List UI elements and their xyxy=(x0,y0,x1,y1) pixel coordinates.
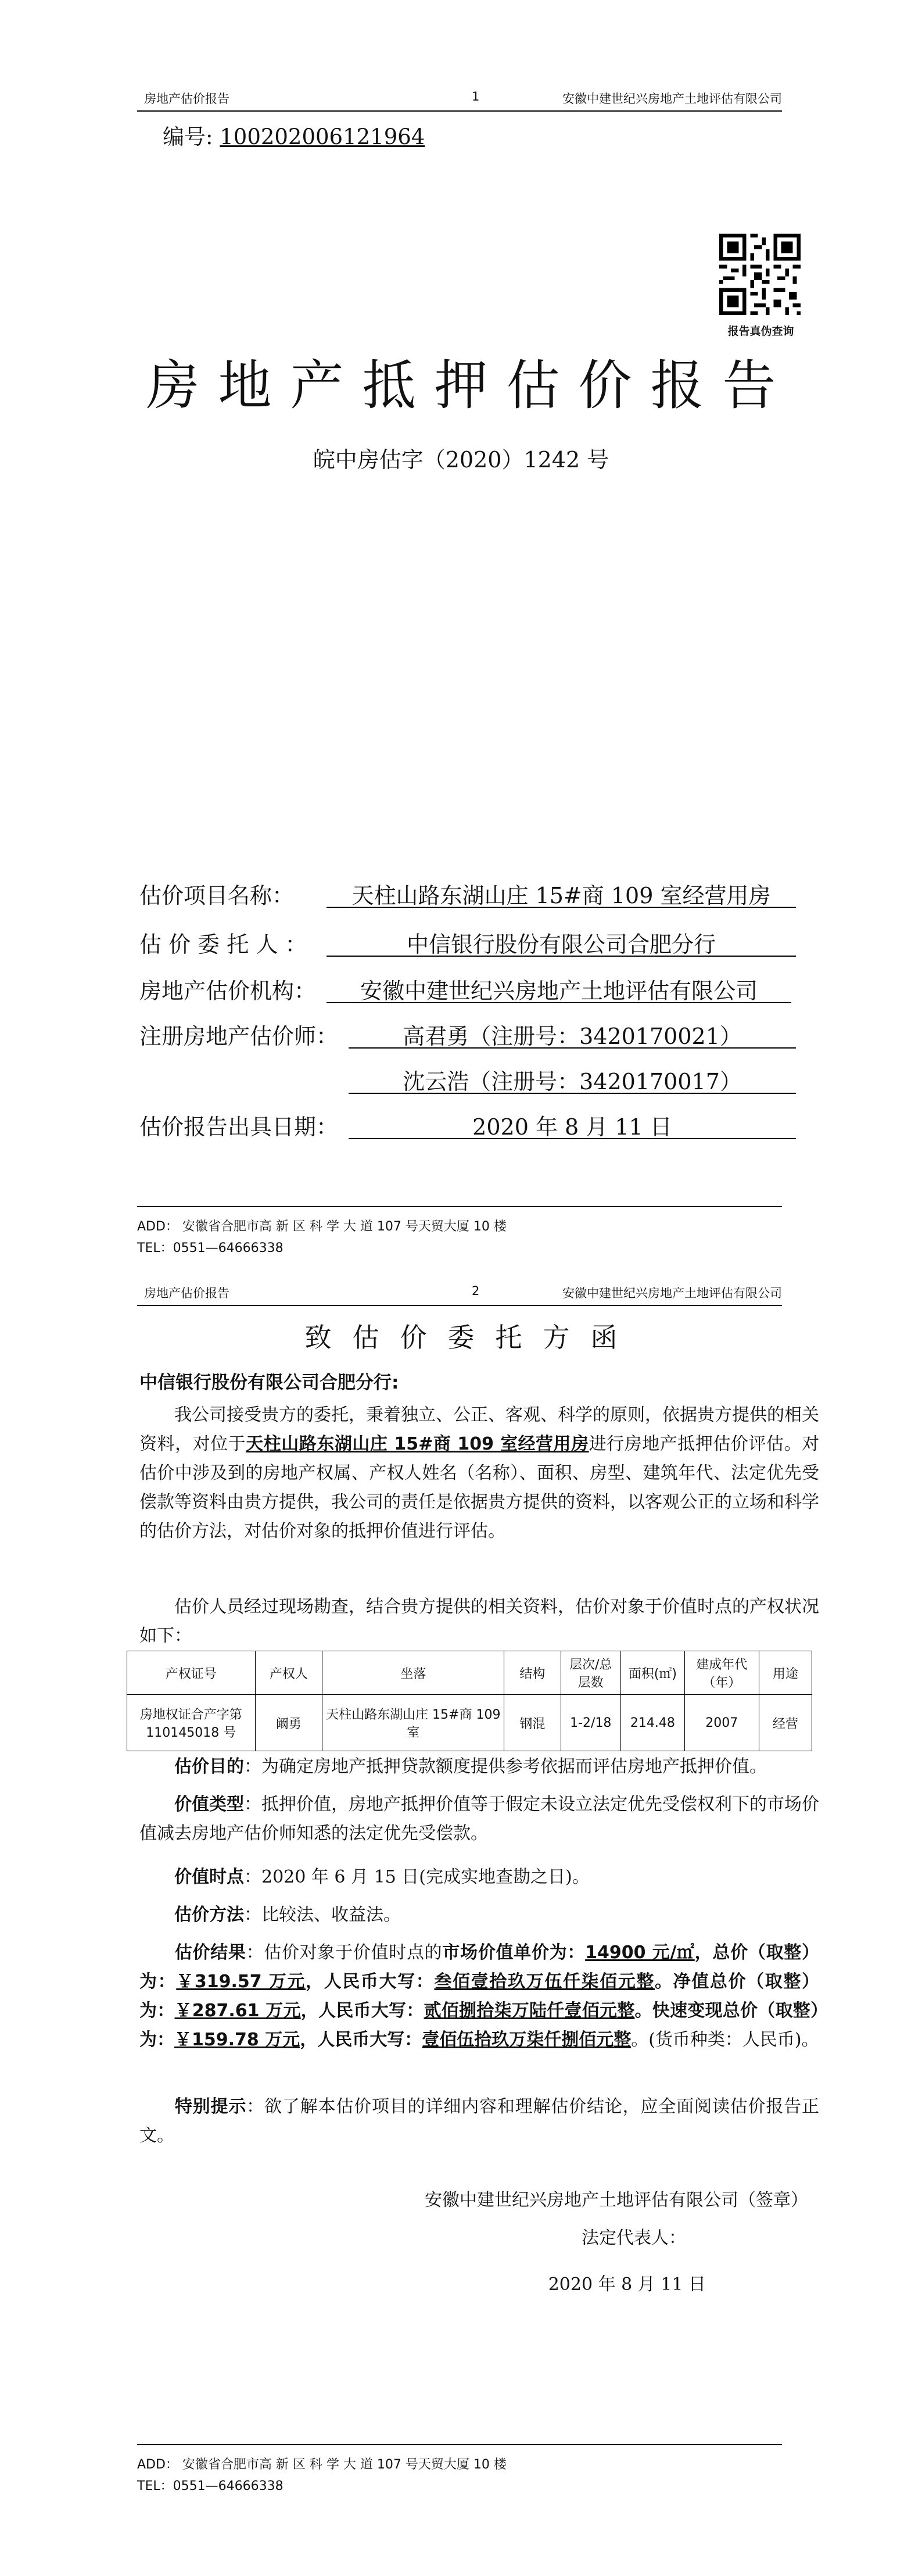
method-label: 估价方法 xyxy=(174,1905,244,1925)
survey-text: 估价人员经过现场勘查，结合贵方提供的相关资料，估价对象于价值时点的产权状况如下： xyxy=(139,1597,819,1646)
result-n: ，人民币大写： xyxy=(300,2030,422,2050)
field-appraiser-label: 注册房地产估价师： xyxy=(139,1024,339,1049)
result-b: 市场价值单价为： xyxy=(442,1942,586,1963)
intro-text-c: 进行房地产抵押估价评估。对估价中涉及到的房地产权属、产权人姓名（名称）、面积、房型、建筑年代、法定优先受偿款等资料由贵方提供，我公司的责任是依据贵方提供的资料，以客观公正的立场和科学的估价方法，对估价对象的抵押价值进行评估。 xyxy=(139,1434,820,1541)
result-total-words: 叁佰壹拾玖万伍仟柒佰元整 xyxy=(434,1972,655,1992)
result-label: 估价结果 xyxy=(174,1942,246,1963)
cell-use: 经营 xyxy=(759,1695,812,1751)
doc-no-label: 编号: xyxy=(163,124,213,149)
result-unit-price: 14900 元/㎡ xyxy=(585,1942,695,1963)
footer-divider xyxy=(137,2444,782,2445)
qr-code-icon[interactable] xyxy=(719,234,801,315)
paragraph-value-type xyxy=(139,1790,819,1848)
footer-tel: TEL：0551—64666338 xyxy=(137,1241,284,1255)
cell-location: 天柱山路东湖山庄 15#商 109 室 xyxy=(322,1695,504,1751)
paragraph-result xyxy=(139,1938,819,2055)
footer-divider xyxy=(137,1206,782,1207)
cell-structure: 钢混 xyxy=(504,1695,561,1751)
purpose-text: ：为确定房地产抵押贷款额度提供参考依据而评估房地产抵押价值。 xyxy=(244,1756,767,1777)
purpose-label: 估价目的 xyxy=(174,1756,244,1777)
paragraph-survey xyxy=(139,1593,819,1651)
letter-title: 致估价委托方函 xyxy=(304,1322,638,1353)
value-date-label: 价值时点 xyxy=(174,1867,244,1887)
col-use: 用途 xyxy=(759,1651,812,1695)
field-agency xyxy=(139,973,837,1008)
report-number: 皖中房估字（2020）1242 号 xyxy=(313,447,609,473)
result-quick: ￥159.78 万元 xyxy=(174,2030,300,2050)
value-type-text: ：抵押价值，房地产抵押价值等于假定未设立法定优先受偿权利下的市场价值减去房地产估价师知悉的法定优先受偿款。 xyxy=(139,1794,819,1844)
page-footer xyxy=(137,2444,799,2494)
value-date-text: ：2020 年 6 月 15 日(完成实地查勘之日)。 xyxy=(244,1867,590,1887)
field-appraiser-2: 沈云浩（注册号：3420170017） xyxy=(349,1064,796,1094)
cell-owner: 阚勇 xyxy=(255,1695,322,1751)
result-total: ￥319.57 万元 xyxy=(176,1972,306,1992)
paragraph-note xyxy=(139,2092,819,2151)
field-agency-label: 房地产估价机构： xyxy=(139,978,317,1004)
document-number xyxy=(163,119,425,151)
cell-cert: 房地权证合产字第 110145018 号 xyxy=(127,1695,256,1751)
header-left: 房地产估价报告 xyxy=(144,92,229,106)
footer-address: ADD： 安徽省合肥市高 新 区 科 学 大 道 107 号天贸大厦 10 楼 xyxy=(137,1219,507,1234)
field-project xyxy=(139,878,837,913)
paragraph-value-date xyxy=(139,1863,819,1892)
paragraph-intro xyxy=(139,1401,819,1546)
col-year: 建成年代（年） xyxy=(684,1651,759,1695)
table-row xyxy=(127,1695,812,1751)
header-page-number: 2 xyxy=(472,1284,480,1298)
result-f: ，人民币大写： xyxy=(306,1972,435,1992)
result-quick-words: 壹佰伍拾玖万柒仟捌佰元整 xyxy=(422,2030,632,2050)
note-text: ：欲了解本估价项目的详细内容和理解估价结论，应全面阅读估价报告正文。 xyxy=(139,2096,820,2146)
field-client-value: 中信银行股份有限公司合肥分行 xyxy=(327,926,796,957)
cover-page xyxy=(0,0,922,1282)
result-h: 。净值总价（取整）为： xyxy=(139,1972,820,2021)
doc-no-value: 100202006121964 xyxy=(220,124,425,149)
result-d: ，总价（取整）为： xyxy=(139,1942,820,1992)
table-header-row xyxy=(127,1651,812,1695)
col-cert: 产权证号 xyxy=(127,1651,256,1695)
paragraph-purpose xyxy=(139,1752,819,1781)
field-client xyxy=(139,926,837,961)
col-structure: 结构 xyxy=(504,1651,561,1695)
field-appraiser-1: 高君勇（注册号：3420170021） xyxy=(349,1018,796,1049)
field-agency-value: 安徽中建世纪兴房地产土地评估有限公司 xyxy=(327,973,791,1003)
header-right: 安徽中建世纪兴房地产土地评估有限公司 xyxy=(562,1286,782,1300)
field-appraiser-2-row xyxy=(139,1064,837,1099)
col-floor: 层次/总层数 xyxy=(561,1651,620,1695)
field-client-label: 估 价 委 托 人 ： xyxy=(139,932,307,957)
footer-tel: TEL：0551—64666338 xyxy=(137,2479,284,2493)
intro-property: 天柱山路东湖山庄 15#商 109 室经营用房 xyxy=(246,1434,589,1454)
field-date-value: 2020 年 8 月 11 日 xyxy=(349,1109,796,1139)
cell-year: 2007 xyxy=(684,1695,759,1751)
result-j: ，人民币大写： xyxy=(300,2001,424,2021)
col-location: 坐落 xyxy=(322,1651,504,1695)
value-type-label: 价值类型 xyxy=(174,1794,244,1815)
report-title: 房地产抵押估价报告 xyxy=(146,355,795,417)
method-text: ：比较法、收益法。 xyxy=(244,1905,401,1925)
letter-recipient: 中信银行股份有限公司合肥分行: xyxy=(139,1372,399,1393)
field-appraiser xyxy=(139,1018,837,1053)
page-header xyxy=(137,1282,782,1306)
page-header xyxy=(137,87,782,112)
intro-text-a: 我公司接受贵方的委托，秉着独立、公正、客观、科学的原则，依据贵方提供的相关资料，对位于 xyxy=(139,1405,819,1454)
header-right: 安徽中建世纪兴房地产土地评估有限公司 xyxy=(562,92,782,106)
sign-representative: 法定代表人： xyxy=(582,2228,686,2248)
field-date xyxy=(139,1109,837,1144)
col-owner: 产权人 xyxy=(255,1651,322,1695)
sign-date: 2020 年 8 月 11 日 xyxy=(548,2274,706,2295)
col-area: 面积(㎡) xyxy=(621,1651,685,1695)
cell-floor: 1-2/18 xyxy=(561,1695,620,1751)
letter-page xyxy=(0,1282,922,2576)
field-project-value: 天柱山路东湖山庄 15#商 109 室经营用房 xyxy=(327,878,796,908)
footer-address: ADD： 安徽省合肥市高 新 区 科 学 大 道 107 号天贸大厦 10 楼 xyxy=(137,2457,507,2472)
field-project-label: 估价项目名称： xyxy=(139,883,295,908)
result-net-words: 贰佰捌拾柒万陆仟壹佰元整 xyxy=(424,2001,635,2021)
paragraph-method xyxy=(139,1901,819,1930)
result-a: ：估价对象于价值时点的 xyxy=(246,1942,443,1963)
field-date-label: 估价报告出具日期： xyxy=(139,1114,339,1140)
note-label: 特别提示 xyxy=(174,2096,247,2117)
result-l: 。快速变现总价（取整）为： xyxy=(139,2001,820,2050)
page-footer xyxy=(137,1206,799,1256)
qr-caption: 报告真伪查询 xyxy=(727,325,794,338)
sign-company: 安徽中建世纪兴房地产土地评估有限公司（签章） xyxy=(425,2190,808,2210)
header-left: 房地产估价报告 xyxy=(144,1286,229,1300)
result-p: 。(货币种类：人民币)。 xyxy=(631,2030,819,2050)
cell-area: 214.48 xyxy=(621,1695,685,1751)
result-net: ￥287.61 万元 xyxy=(174,2001,301,2021)
header-page-number: 1 xyxy=(472,90,480,103)
property-table xyxy=(127,1651,812,1751)
